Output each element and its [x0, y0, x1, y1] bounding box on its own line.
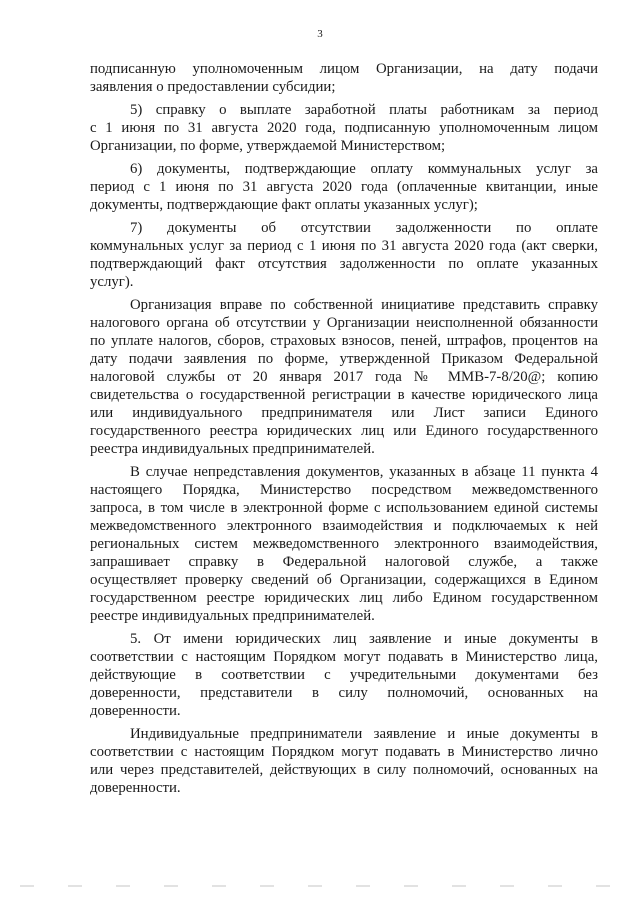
text-line: запроса, в том числе в электронной форме с использованием единой системы	[90, 500, 598, 516]
text-line: запрашивает справку в Федеральной налоговой службе, а также	[90, 554, 598, 570]
text-line: коммунальных услуг за период с 1 июня по 31 августа 2020 года (акт сверки,	[90, 238, 598, 254]
text-line: соответствии с настоящим Порядком могут подавать в Министерство лично	[90, 744, 598, 760]
text-line: налоговой службы от 20 января 2017 года № ММВ-7-8/20@; копию	[90, 369, 598, 385]
text-line: доверенности, представители в силу полномочий, основанных на	[90, 685, 598, 701]
text-line: настоящего Порядка, Министерство посредством межведомственного	[90, 482, 598, 498]
text-line: дату подачи заявления по форме, утвержденной Приказом Федеральной	[90, 351, 598, 367]
text-line: по уплате налогов, сборов, страховых взносов, пеней, штрафов, процентов на	[90, 333, 598, 349]
text-line: документы, подтверждающие факт оплаты указанных услуг);	[90, 197, 478, 213]
text-line: налогового органа об отсутствии у Организации неисполненной обязанности	[90, 315, 598, 331]
text-line: государственного реестра юридических лиц или Единого государственного	[90, 423, 598, 439]
text-line: с 1 июня по 31 августа 2020 года, подписанную уполномоченным лицом	[90, 120, 598, 136]
text-line: подтверждающий факт отсутствия задолженности по оплате указанных	[90, 256, 598, 272]
text-line: региональных систем межведомственного электронного взаимодействия,	[90, 536, 598, 552]
text-line: или индивидуального предпринимателя или Лист записи Единого	[90, 405, 598, 421]
text-line: действующие в соответствии с учредительными документами без	[90, 667, 598, 683]
text-line: 5. От имени юридических лиц заявление и иные документы в	[130, 631, 598, 647]
text-line: реестра индивидуальных предпринимателей.	[90, 441, 375, 457]
text-line: свидетельства о государственной регистрации в качестве юридического лица	[90, 387, 598, 403]
text-line: В случае непредставления документов, указанных в абзаце 11 пункта 4	[130, 464, 598, 480]
text-line: услуг).	[90, 274, 134, 290]
text-line: соответствии с настоящим Порядком могут подавать в Министерство лица,	[90, 649, 598, 665]
text-line: Организации, по форме, утверждаемой Министерством;	[90, 138, 446, 154]
text-line: или через представителей, действующих в силу полномочий, основанных на	[90, 762, 598, 778]
text-line: подписанную уполномоченным лицом Организации, на дату подачи	[90, 61, 598, 77]
text-line: Индивидуальные предприниматели заявление и иные документы в	[130, 726, 598, 742]
text-line: 7) документы об отсутствии задолженности по оплате	[130, 220, 598, 236]
text-line: 5) справку о выплате заработной платы работникам за период	[130, 102, 598, 118]
text-line: 6) документы, подтверждающие оплату коммунальных услуг за	[130, 161, 598, 177]
text-line: осуществляет проверку сведений об Организации, содержащихся в Едином	[90, 572, 598, 588]
text-line: доверенности.	[90, 703, 181, 719]
page-number: 3	[317, 28, 323, 40]
text-line: реестре индивидуальных предпринимателей.	[90, 608, 375, 624]
scan-artifact	[20, 885, 620, 887]
text-line: доверенности.	[90, 780, 181, 796]
text-line: межведомственного электронного взаимодействия и подключаемых к ней	[90, 518, 598, 534]
text-line: государственном реестре юридических лиц либо Едином государственном	[90, 590, 598, 606]
text-line: заявления о предоставлении субсидии;	[90, 79, 336, 95]
text-line: период с 1 июня по 31 августа 2020 года (оплаченные квитанции, иные	[90, 179, 598, 195]
text-line: Организация вправе по собственной инициативе представить справку	[130, 297, 598, 313]
